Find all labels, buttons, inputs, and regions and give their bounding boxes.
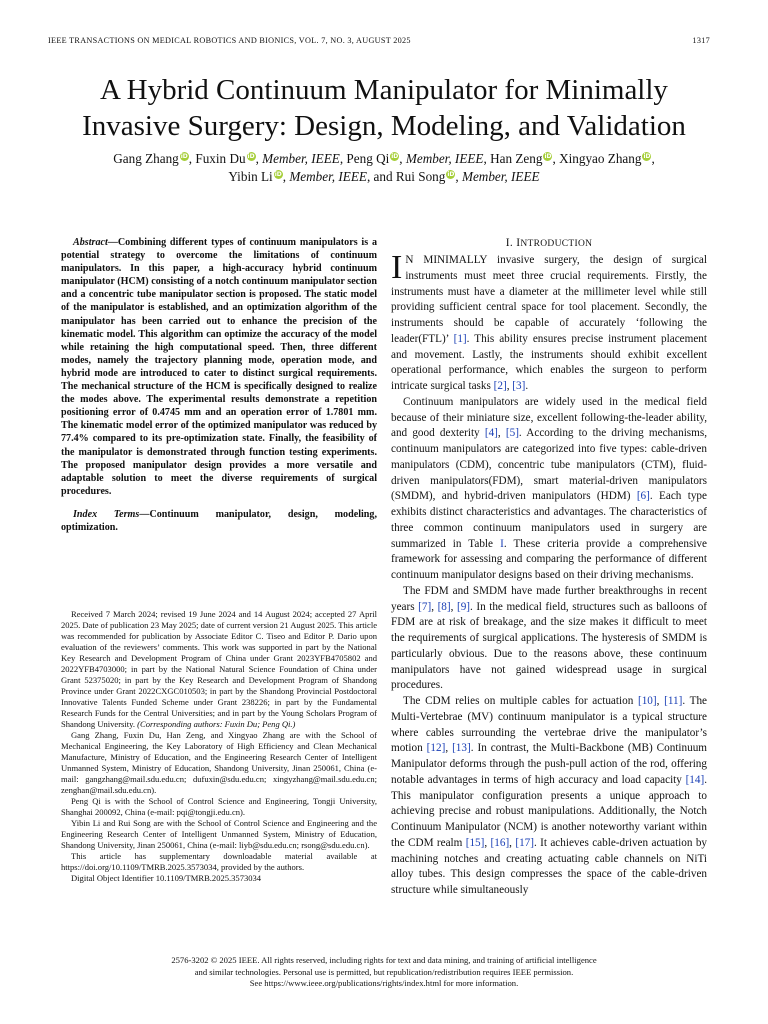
citation-link[interactable]: I [500,537,504,550]
author-name: Gang Zhang [113,151,179,166]
citation-link[interactable]: [4] [484,427,498,440]
citation-link[interactable]: [5] [505,427,519,440]
copyright-line-3: See https://www.ieee.org/publications/rights/index.html for more information. [249,978,519,988]
drop-cap: I [391,249,403,286]
first-page-footnote [61,609,377,884]
left-column [61,236,377,534]
citation-link[interactable]: [3] [512,380,526,392]
footnote-affiliation-3: Yibin Li and Rui Song are with the School of Control Science and Engineering and the Engineering Research Center of Intelligent Unmanned System, Ministry of Education, Shandong University, Jinan 250061, China (e-mail: liyb@sdu.edu.cn; rsong@sdu.edu.cn). [61,818,377,850]
author-line-1: Gang Zhang iD, Fuxin Du iD, Member, IEEE, Peng Qi iD, Member, IEEE, Han Zeng iD, Xingyao Zhang iD, [113,151,655,166]
author-name: Peng Qi [346,151,390,166]
author-name: Han Zeng [490,151,543,166]
author-membership: Member, IEEE [405,151,484,166]
citation-link[interactable]: [12] [426,742,446,755]
page-number: 1317 [692,36,710,45]
citation-link[interactable]: [9] [456,600,471,613]
intro-paragraph-2: Continuum manipulators are widely used in the medical field because of their miniature size, excellent following-the-leader ability, and good dexterity [4], [5]. According to the driving mechanisms, continuum manipulators are categorized into five types: cable-driven manipulators (CDM), concentric tube manipulators (CTM), fluid-driven manipulators(FDM), smart material-driven manipulators (SMDM), and hybrid-driven manipulators (HDM) [6]. Each type exhibits distinct characteristics and advantages. The characteristics of three common continuum manipulators used in surgery are summarized in Table I. These criteria provide a comprehensive framework for assessing and comparing the performance of different continuum manipulator designs based on their driving mechanisms. [391,395,708,581]
author-membership: Member, IEEE [289,169,367,184]
section-heading-introduction: I. INTRODUCTION [505,237,593,249]
citation-link[interactable]: [2] [493,380,507,392]
footnote-affiliation-2: Peng Qi is with the School of Control Science and Engineering, Tongji University, Shanghai 200092, China (e-mail: pqi@tongji.edu.cn). [61,796,377,817]
orcid-icon[interactable]: iD [274,171,282,178]
citation-link[interactable]: [1] [453,332,467,345]
title-line-1: A Hybrid Continuum Manipulator for Minimally [100,74,668,106]
orcid-icon[interactable]: iD [544,153,552,160]
citation-link[interactable]: [14] [685,773,705,786]
footnote-affiliation-1: Gang Zhang, Fuxin Du, Han Zeng, and Xingyao Zhang are with the School of Mechanical Engineering, the Key Laboratory of High Efficiency and Clean Mechanical Manufacture, Ministry of Education, and the Engineering Research Center of Intelligent Unmanned System, Ministry of Education, Shandong University, Jinan 250061, China (e-mail: gangzhang@mail.sdu.edu.cn; dufuxin@sdu.edu.cn; xingyzhang@mail.sdu.edu.cn; zenghan@mail.sdu.edu.cn). [61,730,377,795]
author-line-2: Yibin Li iD, Member, IEEE, and Rui Song iD, Member, IEEE [228,169,540,184]
author-name: Xingyao Zhang [559,151,642,166]
citation-link[interactable]: [10] [637,695,657,707]
citation-link[interactable]: [13] [452,742,471,755]
title-line-2: Invasive Surgery: Design, Modeling, and Validation [82,110,686,142]
citation-link[interactable]: [6] [636,490,650,503]
copyright-line-1: 2576-3202 © 2025 IEEE. All rights reserved, including rights for text and data mining, and training of artificial intelligence [171,955,597,965]
abstract-text: —Combining different types of continuum manipulators is a potential strategy to overcome the limitations of continuum manipulators. In this paper, a high-accuracy hybrid continuum manipulator (HCM) consisting of a notch continuum manipulator section and a concentric tube manipulator section is proposed. The static model of the manipulator is established, and an optimization algorithm of the manipulator has been carried out to enhance the precision of the kinematic model. This algorithm can optimize the accuracy of the model while retaining the high computational speed. Then, three different modes, namely the trajectory planning mode, operation mode, and hybrid mode are introduced to cater to distinct surgical requirements. The mechanical structure of the HCM is specifically designed to realize the modes above. The experimental results demonstrate a repetition positioning error of 0.4745 mm and an operation error of 1.7801 mm. The kinematic model error of the optimized manipulator was reduced by 77.4% compared to its pre-optimization state. Finally, the feasibility of the manipulator is demonstrated through function testing experiments. The proposed manipulator design provides a more versatile and adaptable solution to meet the diverse requirements of surgical procedures. [61,237,377,497]
author-membership: Member, IEEE [461,169,540,184]
journal-name: IEEE TRANSACTIONS ON MEDICAL ROBOTICS AND BIONICS, VOL. 7, NO. 3, AUGUST 2025 [48,36,411,45]
orcid-icon[interactable]: iD [447,171,455,178]
index-terms-text: —Continuum manipulator, design, modeling, optimization. [61,508,377,533]
orcid-icon[interactable]: iD [247,153,255,160]
right-column [391,236,707,899]
paper-title [40,72,728,144]
citation-link[interactable]: [15] [465,836,485,849]
abstract [61,236,377,498]
author-membership: Member, IEEE [262,151,340,166]
author-list [40,150,728,186]
index-terms [61,508,377,534]
citation-link[interactable]: [16] [490,836,510,849]
intro-paragraph-1: I N MINIMALLY invasive surgery, the design of surgical instruments must meet three crucial requirements. Firstly, the instruments must have a diameter at the millimeter level while still providing sufficient central space for tool placement. Secondly, the instruments should be capable of accurately ‘following the leader(FTL)’ [1]. This ability ensures precise instrument placement and movement. Lastly, the instruments should exhibit excellent operational performance, which enables the surgeon to perform intricate surgical tasks [2], [3]. [391,249,708,392]
citation-link[interactable]: [7] [418,600,432,613]
footnote-doi: Digital Object Identifier 10.1109/TMRB.2025.3573034 [71,873,262,883]
footnote-received: Received 7 March 2024; revised 19 June 2024 and 14 August 2024; accepted 27 April 2025. Date of publication 23 May 2025; date of current version 21 August 2025. This article was recommended for publication by Associate Editor C. Tiseo and Editor P. Dario upon evaluation of the reviewers’ comments. This work was supported in part by the National Key Research and Development Program of China under Grant 2023YFB4705802 and 2022YFB4703000; in part by the National Natural Science Foundation of China under Grant 52375020; in part by the Key Research and Development Program of Shandong Province under Grant 2022CXGC010503; in part by the Shandong Provincial Postdoctoral Innovative Talents Funded Scheme under Grant 238226; in part by the Fundamental Research Funds for the Central Universities; and in part by the Young Scholars Program of Shandong University. (Corresponding authors: Fuxin Du; Peng Qi.) [61,609,377,729]
orcid-icon[interactable]: iD [643,153,651,160]
author-name: Rui Song [395,169,446,184]
corresponding-authors: (Corresponding authors: Fuxin Du; Peng Qi.) [137,719,296,729]
running-header [48,36,710,45]
author-name: Fuxin Du [195,151,246,166]
abstract-label: Abstract [73,237,108,248]
orcid-icon[interactable]: iD [180,153,188,160]
copyright-notice [40,955,728,990]
author-name: Yibin Li [228,169,273,184]
intro-paragraph-4: The CDM relies on multiple cables for actuation [10], [11]. The Multi-Vertebrae (MV) continuum manipulator is a typical structure where cables surrounding the vertebrae drive the manipulator’s motion [12], [13]. In contrast, the Multi-Backbone (MB) Continuum Manipulator deforms through the push-pull action of the rod, offering notable advantages in terms of high accuracy and load capacity [14]. This manipulator configuration presents a unique approach to achieving precise and robust manipulations. Additionally, the Notch Continuum Manipulator (NCM) is another noteworthy variant within the CDM realm [15], [16], [17]. It achieves cable-driven actuation by machining notches and creating actuating cable channels on NiTi alloy tubes. This design compresses the space of the cable-driven structure while simultaneously [391,695,708,896]
citation-link[interactable]: [8] [437,600,451,613]
citation-link[interactable]: [17] [515,836,534,849]
index-terms-label: Index Terms [73,508,140,520]
orcid-icon[interactable]: iD [391,153,399,160]
intro-paragraph-3: The FDM and SMDM have made further breakthroughs in recent years [7], [8], [9]. In the medical field, structures such as balloons of FDM are at risk of breakage, and the size makes it difficult to meet the requirements of surgical applications. The hysteresis of SMDM is particularly obvious. Due to the reasons above, these continuum manipulators have not gained widespread usage in surgical procedures. [391,584,708,692]
footnote-supplementary: This article has supplementary downloadable material available at https://doi.org/10.1109/TMRB.2025.3573034, provided by the authors. [61,851,377,872]
copyright-line-2: and similar technologies. Personal use is permitted, but republication/redistribution requires IEEE permission. [194,966,574,977]
citation-link[interactable]: [11] [664,695,683,707]
